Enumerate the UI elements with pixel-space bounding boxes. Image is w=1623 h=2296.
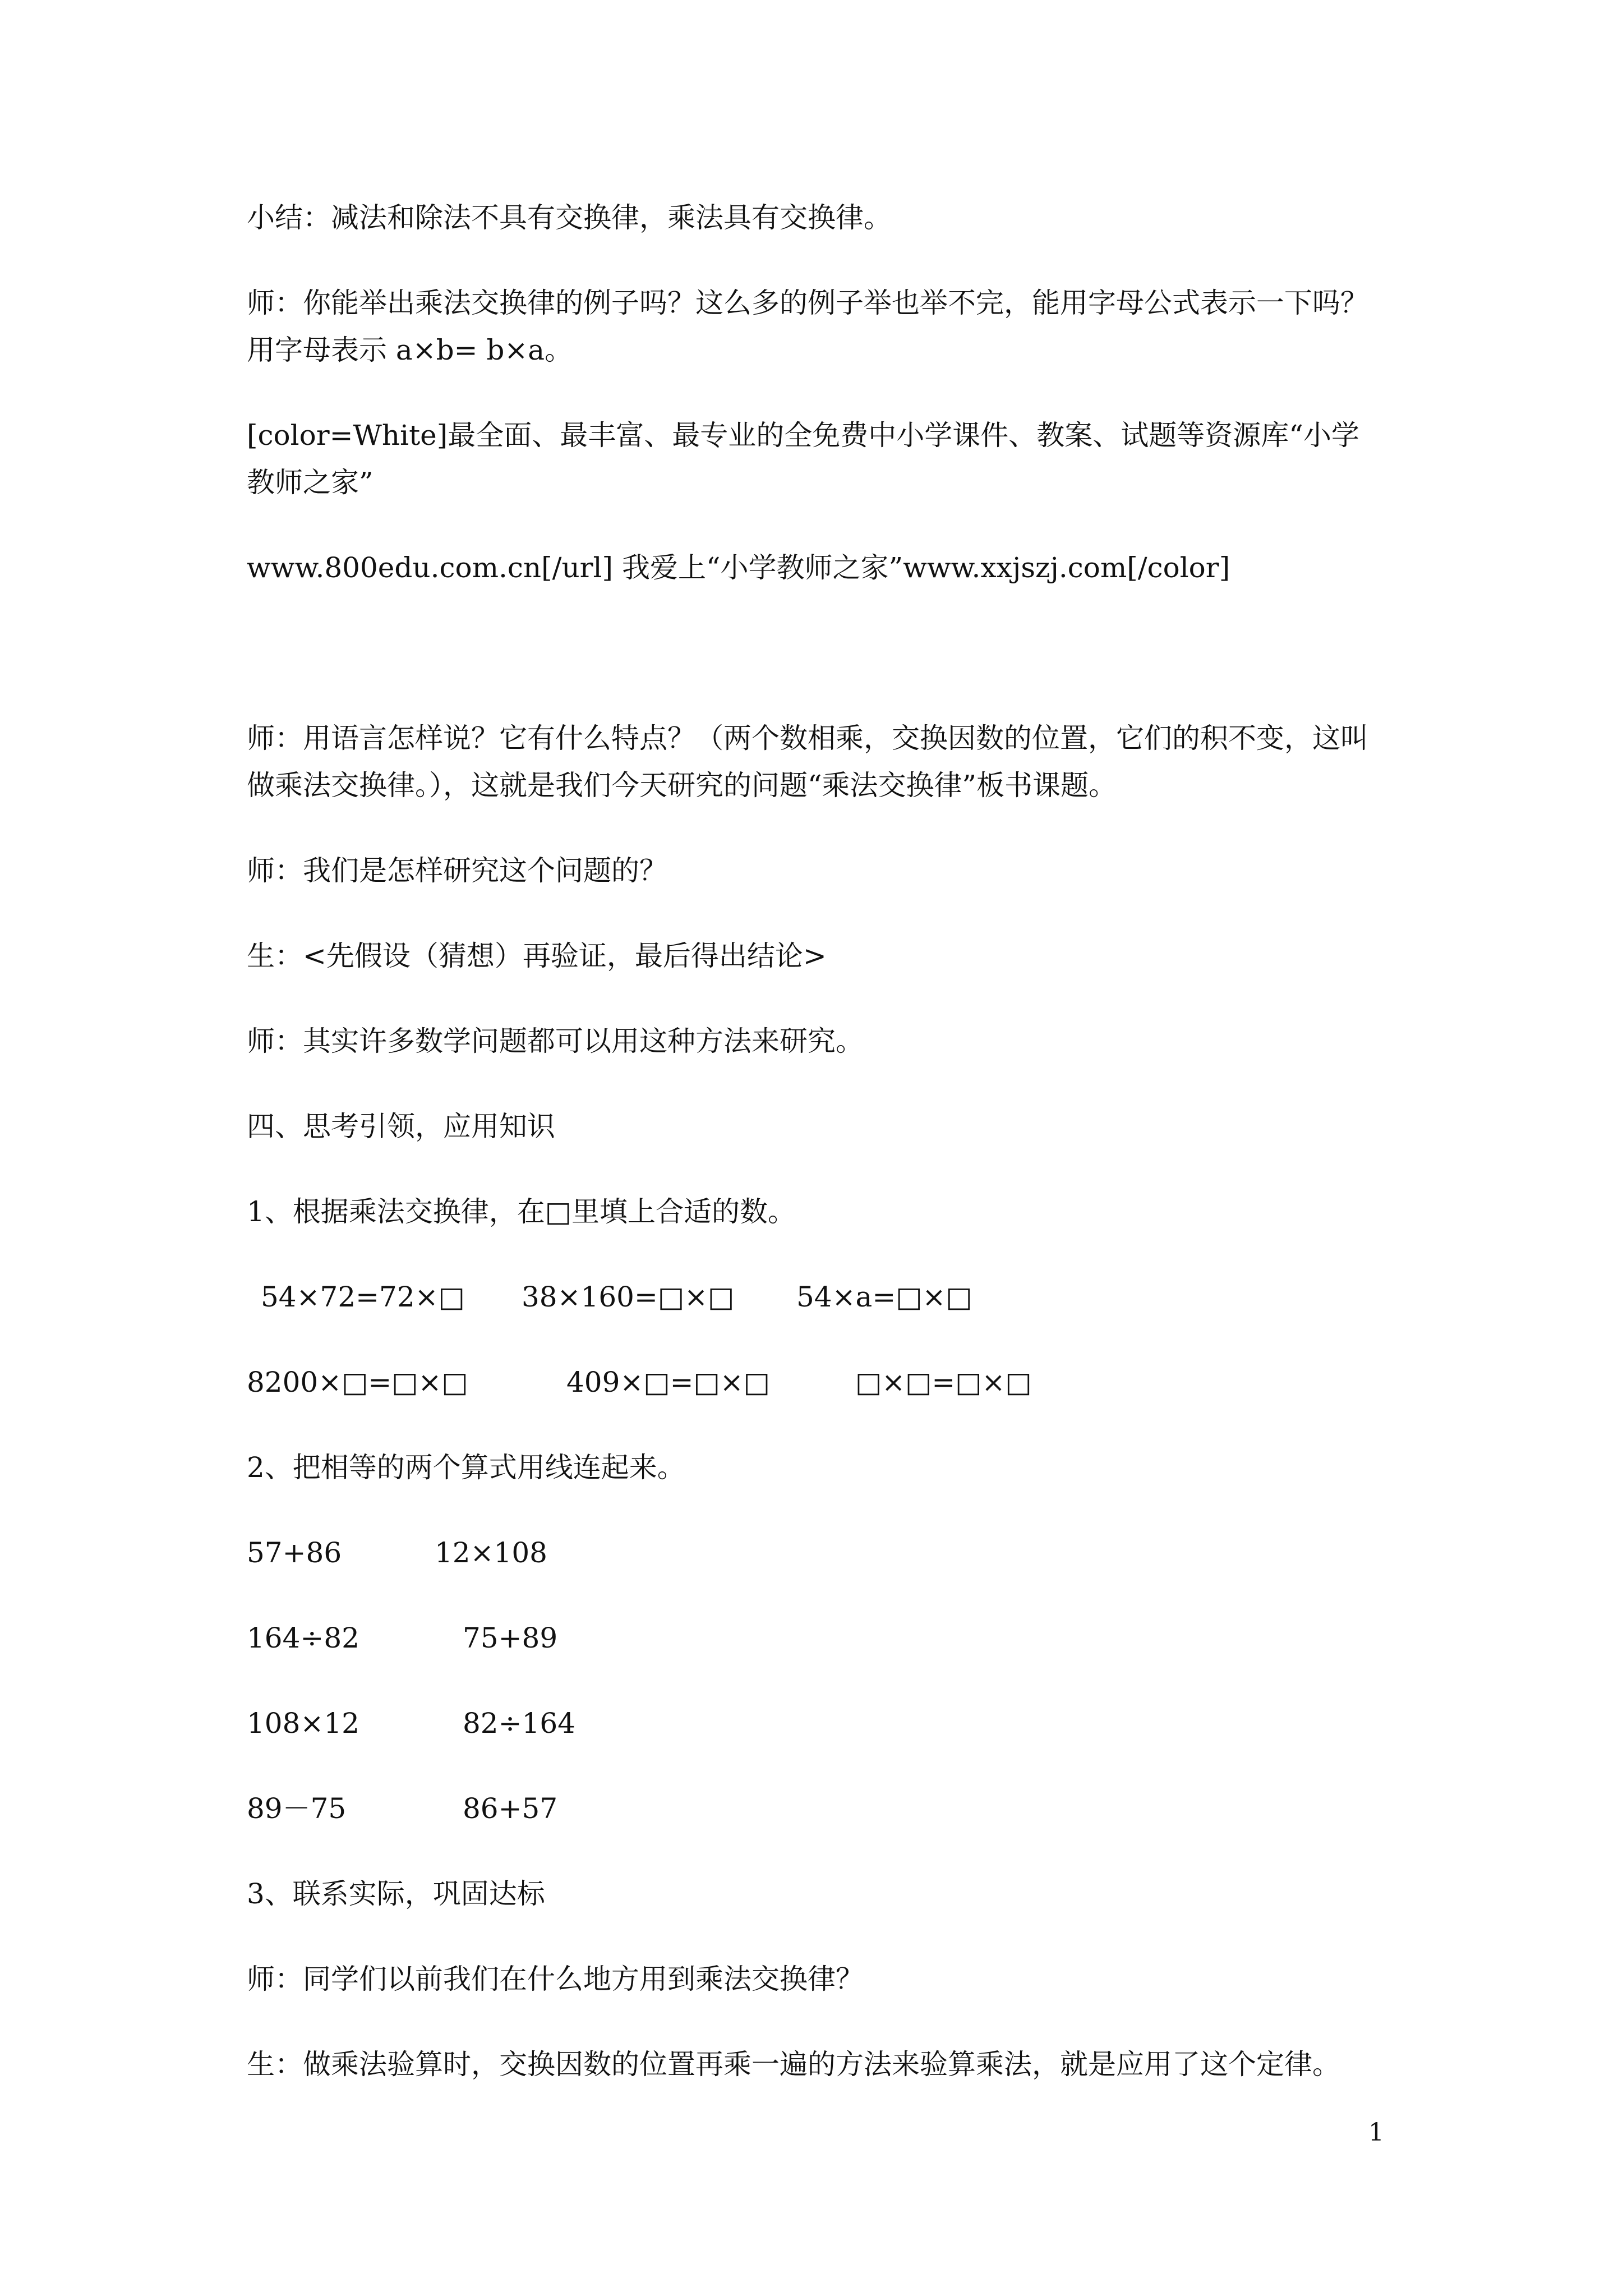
exercise2-pair xyxy=(247,1621,1424,1655)
exercise1-item: 38×160=□×□ xyxy=(522,1281,735,1313)
exercise1-item: 8200×□=□×□ xyxy=(247,1366,468,1398)
exercise2-pair xyxy=(247,1792,1424,1825)
ad-line-2: 教师之家” xyxy=(247,466,374,499)
exercise2-pair xyxy=(247,1706,1424,1740)
student-closing-answer: 生：做乘法验算时，交换因数的位置再乘一遍的方法来验算乘法，就是应用了这个定律。 xyxy=(247,2048,1340,2081)
expression-right: 12×108 xyxy=(435,1536,547,1569)
teacher-question-line: 师：你能举出乘法交换律的例子吗？这么多的例子举也举不完，能用字母公式表示一下吗？ xyxy=(247,287,1368,319)
exercise2-title: 2、把相等的两个算式用线连起来。 xyxy=(247,1451,685,1484)
exercise1-row xyxy=(247,1365,1424,1399)
exercise1-item: 54×a=□×□ xyxy=(796,1281,972,1313)
expression-right: 82÷164 xyxy=(463,1707,575,1740)
expression-left: 108×12 xyxy=(247,1707,359,1740)
exercise3-title: 3、联系实际，巩固达标 xyxy=(247,1878,545,1910)
formula-line: 用字母表示 a×b= b×a。 xyxy=(247,334,573,366)
teacher-language-line-2: 做乘法交换律。），这就是我们今天研究的问题“乘法交换律”板书课题。 xyxy=(247,769,1117,802)
ad-url-line: www.800edu.com.cn[/url] 我爱上“小学教师之家”www.xxjszj.com[/color] xyxy=(247,551,1230,584)
expression-left: 57+86 xyxy=(247,1536,342,1569)
ad-line-1: [color=White]最全面、最丰富、最专业的全免费中小学课件、教案、试题等资源库“小学 xyxy=(247,419,1359,452)
student-answer-line: 生：<先假设（猜想）再验证，最后得出结论> xyxy=(247,940,827,972)
exercise1-item: 409×□=□×□ xyxy=(566,1366,770,1398)
exercise1-row xyxy=(247,1280,1424,1314)
teacher-closing-question: 师：同学们以前我们在什么地方用到乘法交换律？ xyxy=(247,1963,864,1995)
exercise1-item: 54×72=72×□ xyxy=(261,1281,465,1313)
teacher-method-line: 师：其实许多数学问题都可以用这种方法来研究。 xyxy=(247,1025,864,1057)
expression-right: 75+89 xyxy=(463,1622,558,1654)
exercise1-title: 1、根据乘法交换律，在□里填上合适的数。 xyxy=(247,1195,796,1228)
teacher-research-line: 师：我们是怎样研究这个问题的？ xyxy=(247,854,667,887)
expression-left: 89－75 xyxy=(247,1792,347,1825)
summary-line: 小结：减法和除法不具有交换律，乘法具有交换律。 xyxy=(247,201,892,234)
expression-left: 164÷82 xyxy=(247,1622,359,1654)
exercise2-pair xyxy=(247,1536,1424,1570)
exercise1-item: □×□=□×□ xyxy=(855,1366,1032,1398)
teacher-language-line-1: 师：用语言怎样说？它有什么特点？（两个数相乘，交换因数的位置，它们的积不变，这叫 xyxy=(247,722,1368,754)
expression-right: 86+57 xyxy=(463,1792,558,1825)
page-number: 1 xyxy=(1368,2118,1384,2147)
section-heading: 四、思考引领，应用知识 xyxy=(247,1110,555,1143)
